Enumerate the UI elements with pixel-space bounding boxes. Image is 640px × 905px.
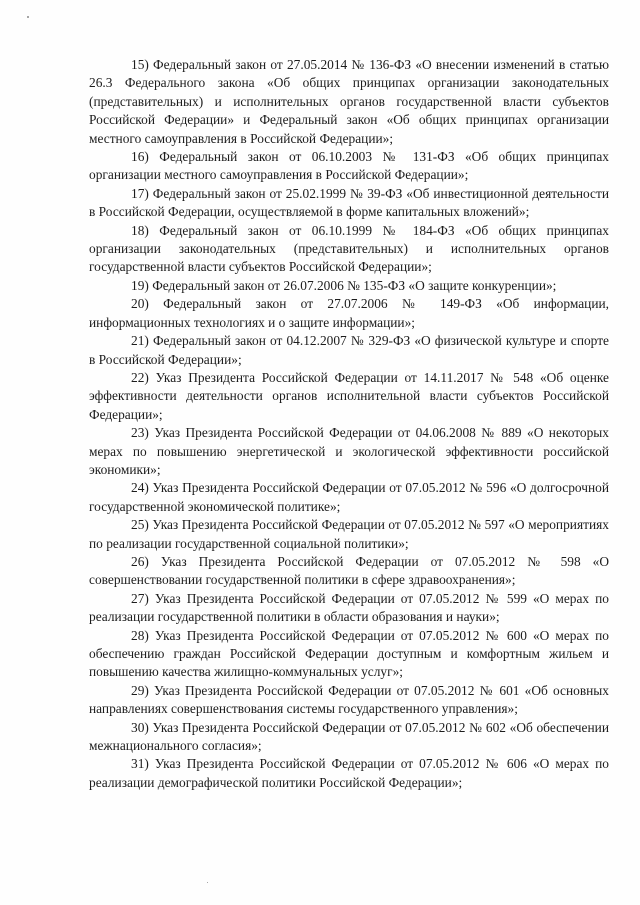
scan-speck: [27, 16, 29, 18]
list-item: 28) Указ Президента Российской Федерации от 07.05.2012 № 600 «О мерах по обеспечению граждан Российской Федерации доступным и комфортным жильем и повышению качества жилищно-коммунальных услуг»;: [89, 627, 609, 680]
list-item: 27) Указ Президента Российской Федерации от 07.05.2012 № 599 «О мерах по реализации государственной политики в области образования и науки»;: [89, 590, 609, 625]
scan-speck: [207, 882, 208, 883]
list-item: 29) Указ Президента Российской Федерации от 07.05.2012 № 601 «Об основных направлениях совершенствования системы государственного управления»;: [89, 682, 609, 717]
document-body: [89, 56, 609, 792]
list-item: 18) Федеральный закон от 06.10.1999 № 184-ФЗ «Об общих принципах организации законодательных (представительных) и исполнительных органов государственной власти субъектов Российской Федерации»;: [89, 222, 609, 275]
list-item: 20) Федеральный закон от 27.07.2006 № 149-ФЗ «Об информации, информационных технологиях и о защите информации»;: [89, 296, 609, 330]
list-item: 31) Указ Президента Российской Федерации от 07.05.2012 № 606 «О мерах по реализации демографической политики Российской Федерации»;: [89, 756, 609, 790]
list-item: 25) Указ Президента Российской Федерации от 07.05.2012 № 597 «О мероприятиях по реализации государственной социальной политики»;: [89, 517, 609, 551]
list-item: 30) Указ Президента Российской Федерации от 07.05.2012 № 602 «Об обеспечении межнационального согласия»;: [89, 719, 609, 754]
list-item: 26) Указ Президента Российской Федерации от 07.05.2012 № 598 «О совершенствовании государственной политики в сфере здравоохранения»;: [89, 553, 609, 588]
list-item: 23) Указ Президента Российской Федерации от 04.06.2008 № 889 «О некоторых мерах по повышению энергетической и экологической эффективности российской экономики»;: [89, 425, 609, 477]
list-item: 21) Федеральный закон от 04.12.2007 № 329-ФЗ «О физической культуре и спорте в Российской Федерации»;: [89, 333, 609, 367]
list-item: 24) Указ Президента Российской Федерации от 07.05.2012 № 596 «О долгосрочной государственной экономической политике»;: [89, 480, 609, 514]
list-item: 22) Указ Президента Российской Федерации от 14.11.2017 № 548 «Об оценке эффективности деятельности органов исполнительной власти субъектов Российской Федерации»;: [89, 369, 609, 422]
list-item: 17) Федеральный закон от 25.02.1999 № 39-ФЗ «Об инвестиционной деятельности в Российской Федерации, осуществляемой в форме капитальных вложений»;: [89, 185, 609, 220]
list-item: 19) Федеральный закон от 26.07.2006 № 135-ФЗ «О защите конкуренции»;: [131, 277, 557, 293]
list-item: 16) Федеральный закон от 06.10.2003 № 131-ФЗ «Об общих принципах организации местного самоуправления в Российской Федерации»;: [89, 149, 609, 183]
list-item: 15) Федеральный закон от 27.05.2014 № 136-ФЗ «О внесении изменений в статью 26.3 Федерального закона «Об общих принципах организации законодательных (представительных) и исполнительных органов государственной власти субъектов Российской Федерации» и Федеральный закон «Об общих принципах организации местного самоуправления в Российской Федерации»;: [89, 57, 609, 146]
